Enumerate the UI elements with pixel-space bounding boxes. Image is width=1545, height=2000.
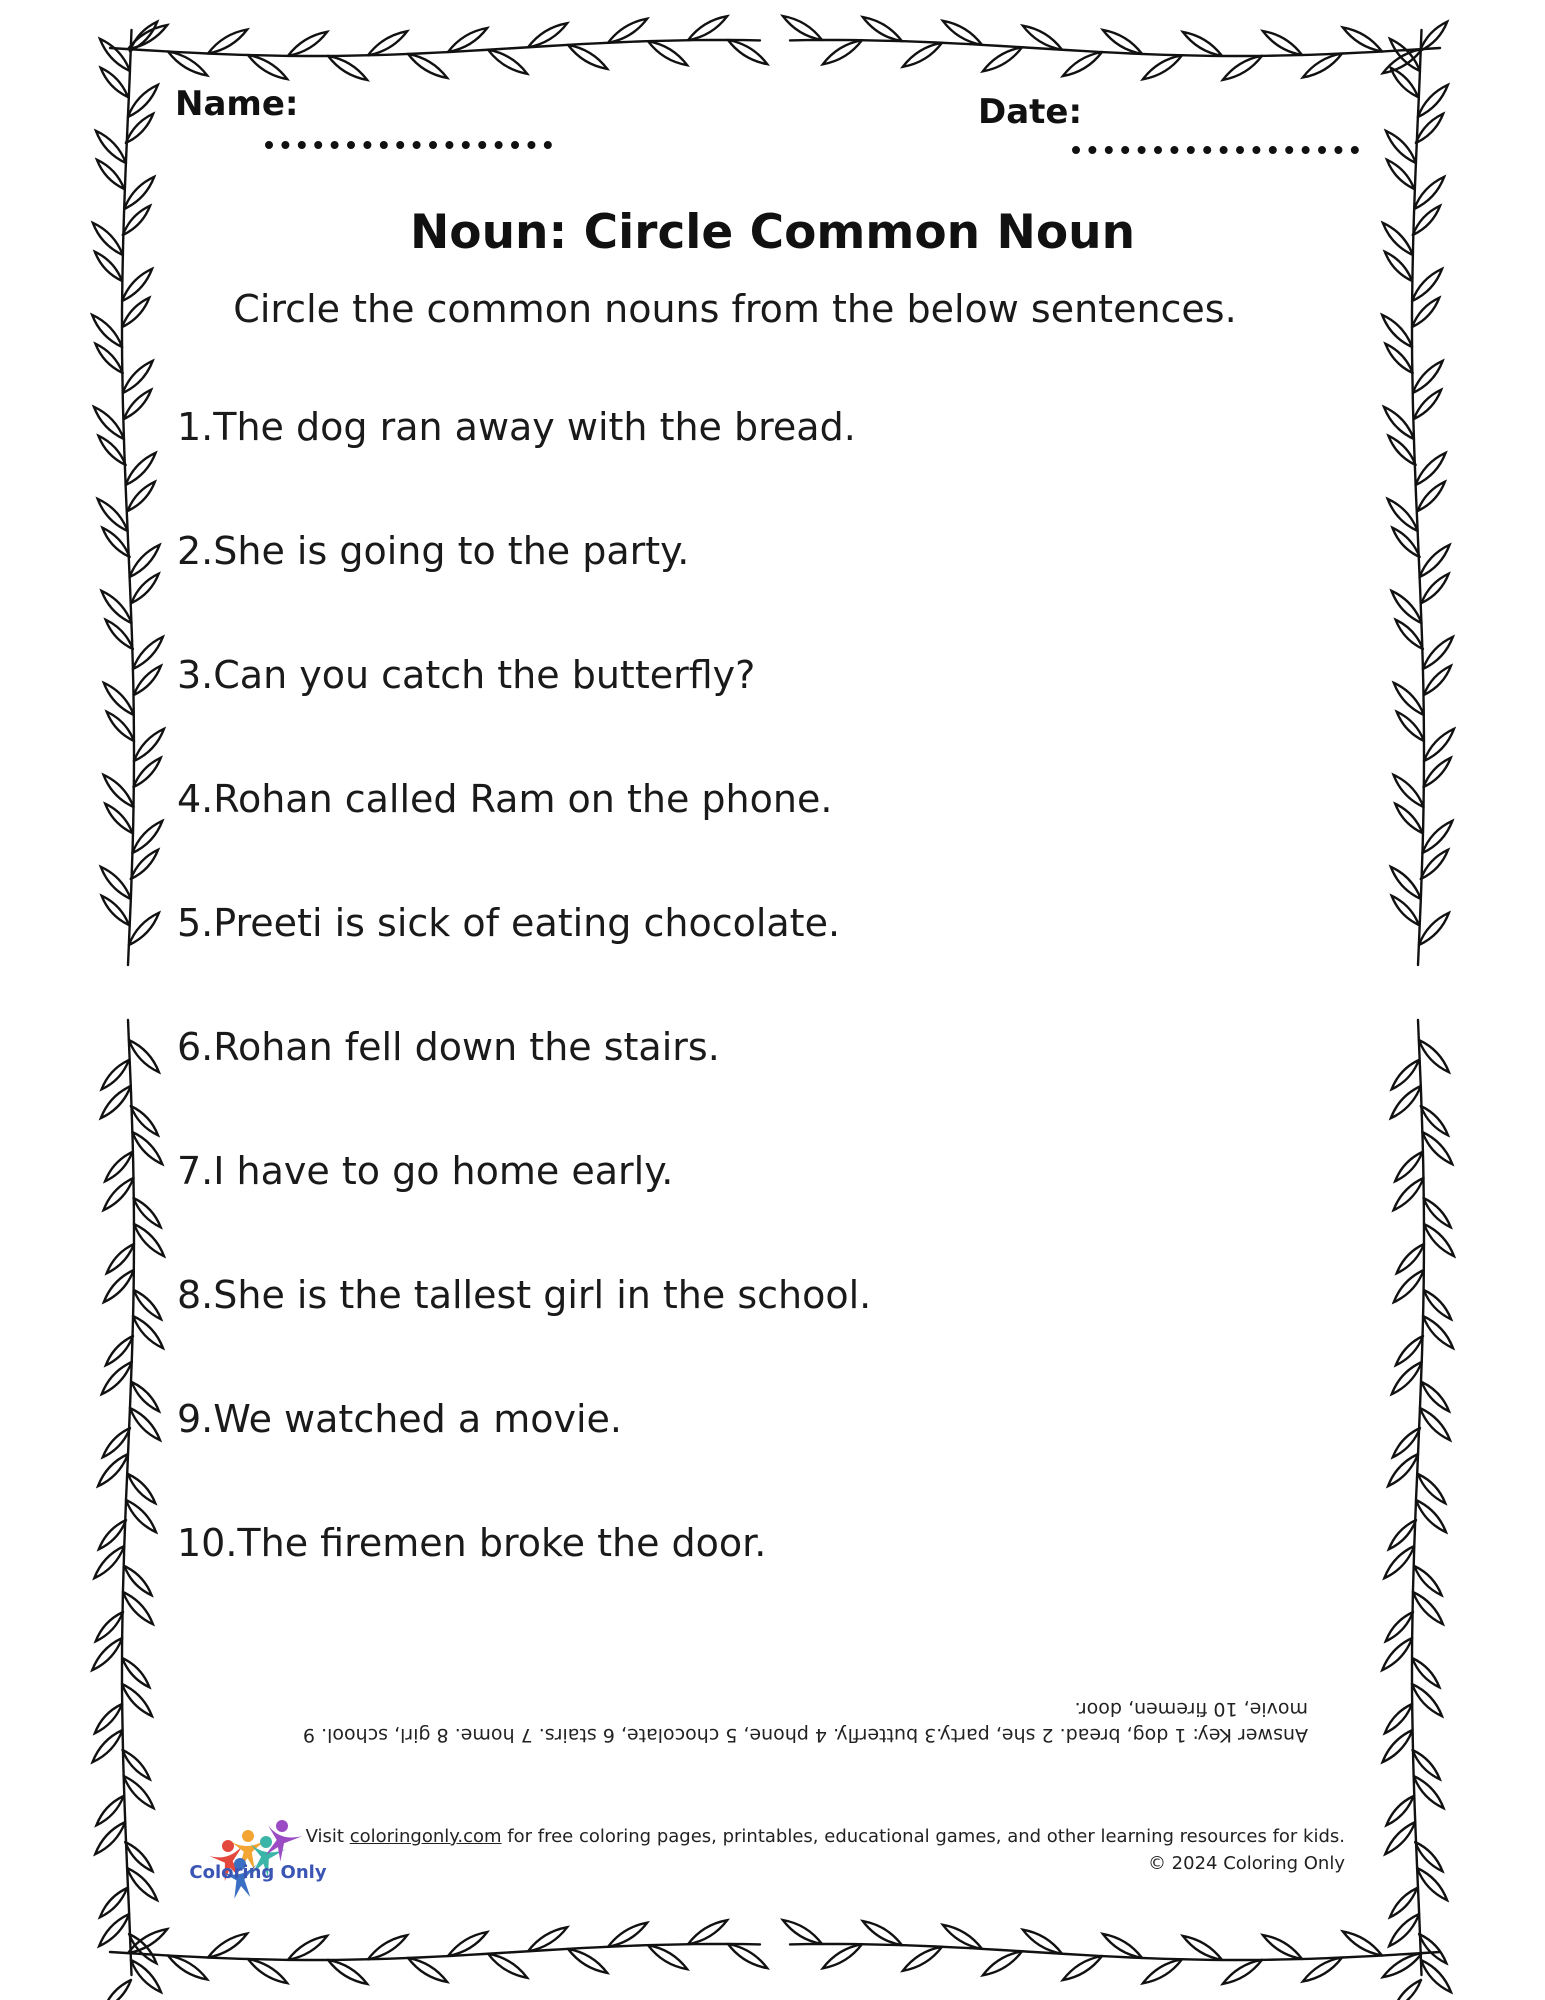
vine-leaf <box>1391 68 1418 97</box>
vine-leaf <box>1419 1040 1449 1072</box>
vine-leaf <box>1393 1428 1420 1457</box>
vine-leaf <box>124 390 151 419</box>
vine-leaf <box>1263 1935 1302 1959</box>
vine-leaf <box>101 867 131 899</box>
vine-leaf <box>1413 1750 1440 1779</box>
footer-text <box>306 1823 1345 1877</box>
vine-leaf <box>943 21 982 45</box>
vine-leaf <box>1392 1060 1419 1089</box>
vine-leaf <box>1383 1953 1422 1977</box>
vine-leaf <box>208 30 247 54</box>
vine-leaf <box>134 1224 164 1256</box>
vine-leaf <box>783 16 822 40</box>
vine-leaf <box>97 160 124 189</box>
vine-leaf <box>1303 1958 1342 1982</box>
vine-leaf <box>248 55 287 79</box>
vine-leaf <box>488 50 527 74</box>
vine-leaf <box>1395 804 1422 833</box>
vine-leaf <box>123 1750 150 1779</box>
vine-leaf <box>1389 1520 1416 1549</box>
vine-leaf <box>688 1920 727 1944</box>
question-item: 5.Preeti is sick of eating chocolate. <box>177 901 841 945</box>
vine-leaf <box>1385 1704 1412 1733</box>
vine-leaf <box>94 1546 124 1578</box>
answer-key-upside-down: Answer Key: 1 dog, bread. 2 she, party.3 butterfly. 4 phone, 5 chocolate, 6 stairs. 7 home. 8 girl, school. 9 movie, 10 firemen, door. <box>302 1698 1308 1746</box>
vine-leaf <box>1424 729 1454 761</box>
vine-leaf <box>1392 896 1419 925</box>
vine-leaf <box>248 1959 287 1983</box>
vine-leaf <box>648 41 687 65</box>
vine-leaf <box>823 1944 862 1968</box>
vine-leaf <box>1419 913 1449 945</box>
vine-leaf <box>1394 1270 1424 1302</box>
vine-leaf <box>1386 131 1416 163</box>
vine-leaf <box>134 666 161 695</box>
vine-leaf <box>134 1290 161 1319</box>
vine-leaf <box>1023 26 1062 50</box>
vine-leaf <box>125 1842 152 1871</box>
name-label: Name: <box>175 84 299 124</box>
vine-leaf <box>1422 574 1449 603</box>
vine-leaf <box>1386 1796 1413 1825</box>
vine-leaf <box>1392 591 1422 623</box>
logo-figure-head <box>276 1820 288 1832</box>
vine-leaf <box>1384 1546 1414 1578</box>
vine-leaf <box>123 1592 153 1624</box>
vine-leaf <box>1384 407 1414 439</box>
footer-visit-suffix: for free coloring pages, printables, educational games, and other learning resources for kids. <box>501 1826 1345 1847</box>
vine-leaf <box>1396 1336 1423 1365</box>
vine-leaf <box>1386 1612 1413 1641</box>
vine-leaf <box>903 1947 942 1971</box>
vine-leaf <box>408 1958 447 1982</box>
vine-leaf <box>328 56 367 80</box>
vine-leaf <box>1420 1408 1450 1440</box>
vine-leaf <box>1423 1316 1453 1348</box>
vine-leaf <box>1394 1980 1421 2000</box>
vine-leaf <box>1143 55 1182 79</box>
vine-leaf <box>98 436 125 465</box>
vine-leaf <box>106 620 133 649</box>
vine-leaf <box>128 85 158 117</box>
vine-leaf <box>1414 1566 1441 1595</box>
vine-leaf <box>102 1362 132 1394</box>
vine-leaf <box>863 1921 902 1945</box>
coloring-only-logo-icon <box>190 1808 320 1908</box>
vine-leaf <box>100 39 130 71</box>
vine-leaf <box>102 528 129 557</box>
vine-leaf <box>1387 160 1414 189</box>
vine-leaf <box>1422 1382 1449 1411</box>
vine-leaf <box>1422 821 1452 853</box>
vine-leaf <box>1394 775 1424 807</box>
vine-leaf <box>1394 683 1424 715</box>
vine-leaf <box>1414 390 1441 419</box>
logo-text: Coloring Only <box>189 1862 327 1883</box>
vine-leaf <box>124 1566 151 1595</box>
vine-leaf <box>1413 361 1443 393</box>
question-item: 8.She is the tallest girl in the school. <box>177 1273 872 1317</box>
vine-leaf <box>1392 1362 1422 1394</box>
vine-leaf <box>1421 1106 1448 1135</box>
logo-figure-head <box>260 1836 272 1848</box>
vine-leaf <box>134 758 161 787</box>
vine-leaf <box>104 1178 134 1210</box>
vine-leaf <box>528 1927 567 1951</box>
vine-leaf <box>1412 1658 1439 1687</box>
vine-leaf <box>1394 1178 1424 1210</box>
vine-leaf <box>102 1060 129 1089</box>
vine-leaf <box>1424 1290 1451 1319</box>
vine-leaf <box>1396 620 1423 649</box>
vine-leaf <box>94 407 124 439</box>
footer-visit-line <box>306 1823 1345 1850</box>
vine-leaf <box>1388 436 1415 465</box>
vine-leaf <box>1063 52 1102 76</box>
vine-leaf <box>1023 1930 1062 1954</box>
vine-leaf <box>103 1428 130 1457</box>
vine-leaf <box>1422 1132 1452 1164</box>
question-item: 3.Can you catch the butterfly? <box>177 653 756 697</box>
vine-leaf <box>368 31 407 55</box>
vine-leaf <box>102 591 132 623</box>
vine-leaf <box>1343 1931 1382 1955</box>
vine-leaf <box>99 1914 129 1946</box>
name-line[interactable] <box>265 141 552 149</box>
vine-leaf <box>1419 1934 1446 1963</box>
vine-leaf <box>648 1945 687 1969</box>
vine-leaf <box>1397 712 1424 741</box>
vine-leaf <box>92 1638 122 1670</box>
vine-leaf <box>1416 114 1443 143</box>
vine-leaf <box>1303 54 1342 78</box>
vine-leaf <box>608 19 647 43</box>
vine-leaf <box>130 1408 160 1440</box>
vine-leaf <box>1416 1500 1446 1532</box>
vine-leaf <box>131 1106 158 1135</box>
vine-leaf <box>408 54 447 78</box>
coloringonly-link[interactable]: coloringonly.com <box>349 1826 502 1847</box>
vine-leaf <box>130 545 160 577</box>
vine-leaf <box>1063 1956 1102 1980</box>
vine-leaf <box>328 1960 367 1984</box>
vine-leaf <box>903 43 942 67</box>
vine-leaf <box>129 1040 159 1072</box>
vine-leaf <box>1421 1960 1451 1992</box>
question-item: 1.The dog ran away with the bread. <box>177 405 856 449</box>
vine-leaf <box>448 1932 487 1956</box>
vine-leaf <box>128 482 155 511</box>
vine-leaf <box>124 1776 154 1808</box>
footer-visit-prefix: Visit <box>305 1826 350 1847</box>
vine-leaf <box>102 896 129 925</box>
vine-leaf <box>105 1152 132 1181</box>
vine-leaf <box>123 361 153 393</box>
vine-leaf <box>104 1980 131 2000</box>
vine-leaf <box>93 1730 123 1762</box>
vine-leaf <box>1388 499 1418 531</box>
vine-leaf <box>863 17 902 41</box>
vine-leaf <box>568 1949 607 1973</box>
vine-leaf <box>129 913 159 945</box>
vine-leaf <box>1416 453 1446 485</box>
vine-leaf <box>1392 528 1419 557</box>
question-item: 2.She is going to the party. <box>177 529 690 573</box>
vine-leaf <box>943 1925 982 1949</box>
vine-leaf <box>783 1920 822 1944</box>
vine-leaf <box>608 1923 647 1947</box>
vine-leaf <box>1391 1086 1421 1118</box>
vine-leaf <box>288 1936 327 1960</box>
vine-leaf <box>288 32 327 56</box>
vine-leaf <box>688 16 727 40</box>
vine-leaf <box>101 68 128 97</box>
date-label: Date: <box>978 92 1083 132</box>
vine-leaf <box>99 1520 126 1549</box>
vine-leaf <box>1183 1936 1222 1960</box>
vine-leaf <box>1415 1842 1442 1871</box>
vine-leaf <box>1382 1638 1412 1670</box>
vine-leaf <box>1263 31 1302 55</box>
vine-leaf <box>1223 1960 1262 1984</box>
vine-leaf <box>128 1474 155 1503</box>
vine-leaf <box>105 804 132 833</box>
vine-leaf <box>983 47 1022 71</box>
vine-leaf <box>101 1086 131 1118</box>
vine-leaf <box>1417 1868 1447 1900</box>
question-list <box>177 402 871 1642</box>
vine-leaf <box>1390 1888 1417 1917</box>
vine-leaf <box>107 712 134 741</box>
vine-leaf <box>133 637 163 669</box>
question-item: 10.The firemen broke the door. <box>177 1521 767 1565</box>
vine-leaf <box>1383 1730 1413 1762</box>
copyright-text: © 2024 Coloring Only <box>1147 1853 1345 1874</box>
vine-leaf <box>1385 1822 1415 1854</box>
vine-leaf <box>122 1658 149 1687</box>
vine-leaf <box>1223 56 1262 80</box>
vine-leaf <box>1421 850 1448 879</box>
vine-leaf <box>1424 666 1451 695</box>
vine-leaf <box>104 775 134 807</box>
vine-leaf <box>100 1888 127 1917</box>
vine-leaf <box>1343 27 1382 51</box>
vine-leaf <box>1420 22 1447 51</box>
vine-leaf <box>1385 344 1412 373</box>
logo-figure-head <box>222 1840 234 1852</box>
vine-leaf <box>1418 85 1448 117</box>
instruction-text: Circle the common nouns from the below sentences. <box>233 287 1237 331</box>
vine-leaf <box>488 1954 527 1978</box>
question-item: 6.Rohan fell down the stairs. <box>177 1025 720 1069</box>
vine-leaf <box>131 1960 161 1992</box>
vine-leaf <box>1418 482 1445 511</box>
vine-leaf <box>127 1868 157 1900</box>
vine-leaf <box>96 1612 123 1641</box>
vine-leaf <box>983 1951 1022 1975</box>
vine-leaf <box>1183 32 1222 56</box>
question-item: 9.We watched a movie. <box>177 1397 623 1441</box>
vine-leaf <box>823 40 862 64</box>
vine-leaf <box>132 821 162 853</box>
vine-leaf <box>134 1198 161 1227</box>
vine-leaf <box>1420 545 1450 577</box>
vine-leaf <box>98 499 128 531</box>
vine-leaf <box>208 1934 247 1958</box>
vine-leaf <box>1103 1934 1142 1958</box>
vine-leaf <box>126 1500 156 1532</box>
vine-leaf <box>133 1316 163 1348</box>
vine-leaf <box>1391 867 1421 899</box>
vine-leaf <box>95 1704 122 1733</box>
vine-leaf <box>1103 30 1142 54</box>
vine-leaf <box>131 850 158 879</box>
vine-leaf <box>1143 1959 1182 1983</box>
vine-leaf <box>1388 1454 1418 1486</box>
vine-leaf <box>132 574 159 603</box>
vine-leaf <box>448 28 487 52</box>
vine-leaf <box>728 1944 767 1968</box>
vine-leaf <box>132 1382 159 1411</box>
vine-leaf <box>1424 758 1451 787</box>
vine-leaf <box>126 453 156 485</box>
vine-leaf <box>1423 637 1453 669</box>
vine-leaf <box>1395 1152 1422 1181</box>
vine-leaf <box>104 1270 134 1302</box>
vine-leaf <box>96 1796 123 1825</box>
vine-stem <box>1412 1020 1424 1975</box>
vine-leaf <box>1412 1684 1442 1716</box>
vine-leaf <box>728 40 767 64</box>
vine-leaf <box>168 52 207 76</box>
question-item: 4.Rohan called Ram on the phone. <box>177 777 833 821</box>
vine-leaf <box>1389 1914 1419 1946</box>
vine-leaf <box>104 683 134 715</box>
vine-leaf <box>1418 1474 1445 1503</box>
date-line[interactable] <box>1072 146 1359 154</box>
vine-leaf <box>168 1956 207 1980</box>
vine-leaf <box>107 1244 134 1273</box>
vine-leaf <box>132 1132 162 1164</box>
worksheet-title: Noun: Circle Common Noun <box>409 205 1136 260</box>
vine-leaf <box>1413 1592 1443 1624</box>
vine-leaf <box>98 1454 128 1486</box>
vine-leaf <box>106 1336 133 1365</box>
vine-leaf <box>368 1935 407 1959</box>
vine-stem <box>122 1020 134 1975</box>
vine-leaf <box>1397 1244 1424 1273</box>
vine-leaf <box>95 1822 125 1854</box>
vine-leaf <box>528 23 567 47</box>
vine-leaf <box>134 729 164 761</box>
vine-leaf <box>1424 1198 1451 1227</box>
vine-leaf <box>126 114 153 143</box>
logo-figure-head <box>242 1830 254 1842</box>
vine-leaf <box>95 344 122 373</box>
question-item: 7.I have to go home early. <box>177 1149 674 1193</box>
vine-leaf <box>96 131 126 163</box>
vine-leaf <box>1414 1776 1444 1808</box>
vine-leaf <box>568 45 607 69</box>
vine-leaf <box>122 1684 152 1716</box>
vine-leaf <box>1424 1224 1454 1256</box>
